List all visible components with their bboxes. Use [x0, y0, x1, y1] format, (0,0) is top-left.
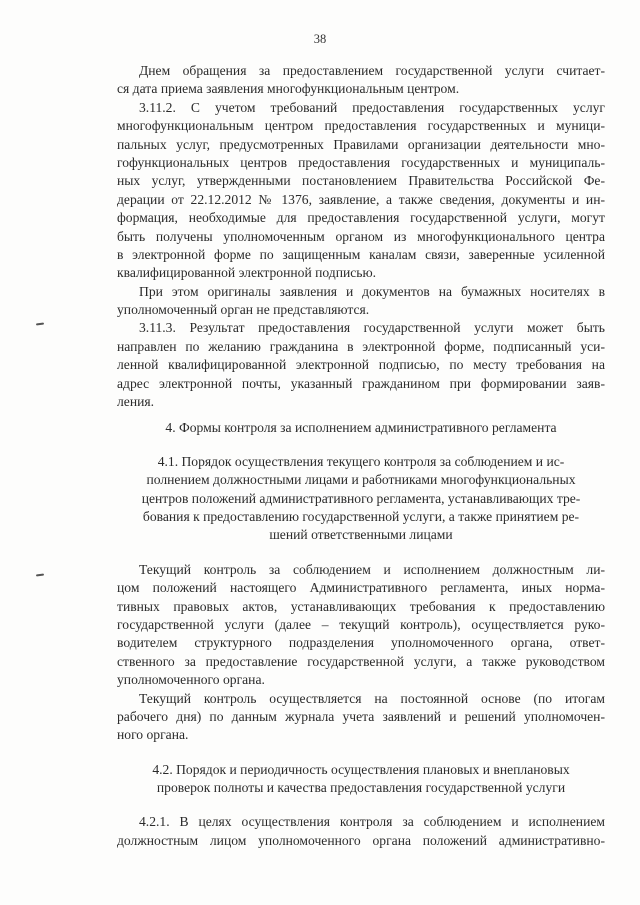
text-line: дерации от 22.12.2012 № 1376, заявление, а также сведения, документы и ин- — [117, 191, 605, 207]
section-4-2-heading — [117, 761, 605, 798]
text-line: направлен по желанию гражданина в электронной форме, подписанный уси- — [117, 338, 605, 354]
text-line: пальных услуг, предусмотренных Правилами организации деятельности мно- — [117, 136, 605, 152]
text-line: Днем обращения за предоставлением государственной услуги считает- — [139, 63, 605, 78]
document-body — [117, 62, 605, 850]
text-line: 4.2.1. В целях осуществления контроля за соблюдением и исполнением — [139, 814, 605, 830]
text-line: квалифицированной электронной подписью. — [117, 265, 377, 281]
section-4-1-heading — [117, 453, 605, 545]
page-number: 38 — [313, 32, 327, 46]
margin-mark — [36, 573, 44, 576]
text-line: гофункциональных центров предоставления государственных и муниципаль- — [117, 154, 605, 170]
text-line: многофункциональным центром предоставления государственных и муници- — [117, 118, 605, 134]
text-line: водителем структурного подразделения уполномоченного органа, ответ- — [117, 635, 605, 651]
text-line: тивных правовых актов, устанавливающих требования к предоставлению — [117, 598, 605, 614]
text-line: уполномоченного органа. — [117, 672, 265, 688]
text-line: государственной услуги (далее – текущий контроль), осуществляется руко- — [117, 616, 605, 632]
paragraph-originals-note — [117, 283, 605, 320]
heading-line: 4. Формы контроля за исполнением административного регламента — [165, 420, 557, 436]
paragraph-current-control-basis — [117, 690, 605, 745]
heading-line: 4.2. Порядок и периодичность осуществления плановых и внеплановых — [152, 761, 570, 777]
text-line: 3.11.3. Результат предоставления государственной услуги может быть — [139, 320, 605, 336]
heading-line: бования к предоставлению государственной услуги, а также принятием ре- — [142, 508, 580, 524]
text-line: формация, необходимые для предоставления государственной услуги, могут — [117, 210, 605, 226]
heading-line: проверок полноты и качества предоставления государственной услуги — [156, 780, 566, 796]
chapter-4-title — [117, 419, 605, 437]
text-line: ственного за предоставление государственной услуги, а также руководством — [117, 653, 605, 669]
text-line: цом положений настоящего Административного регламента, иных норма- — [117, 580, 605, 596]
text-line: адрес электронной почты, указанный гражданином при формировании заяв- — [117, 375, 605, 391]
text-line: ленной квалифицированной электронной подписью, по месту требования на — [117, 357, 605, 373]
paragraph-3-11-1-tail — [117, 62, 605, 99]
paragraph-3-11-3 — [117, 319, 605, 411]
text-line: При этом оригиналы заявления и документов на бумажных носителях в — [139, 283, 605, 299]
margin-mark — [36, 322, 44, 325]
heading-line: центров положений административного регламента, устанавливающих тре- — [141, 490, 581, 506]
text-line: рабочего дня) по данным журнала учета заявлений и решений уполномочен- — [117, 708, 605, 724]
text-line: в электронной форме по защищенным каналам связи, заверенные усиленной — [117, 246, 605, 262]
paragraph-3-11-2 — [117, 99, 605, 283]
text-line: Текущий контроль осуществляется на постоянной основе (по итогам — [139, 690, 605, 706]
text-line: ления. — [117, 394, 155, 410]
text-line: Текущий контроль за соблюдением и исполнением должностным ли- — [139, 561, 605, 577]
paragraph-4-2-1 — [117, 813, 605, 850]
heading-line: полнением должностными лицами и работниками многофункциональных — [146, 472, 576, 488]
text-line: ных услуг, утвержденными постановлением Правительства Российской Фе- — [117, 173, 605, 189]
heading-line: 4.1. Порядок осуществления текущего контроля за соблюдением и ис- — [157, 453, 565, 469]
heading-line: шений ответственными лицами — [269, 527, 453, 543]
text-line: должностным лицом уполномоченного органа положений административно- — [117, 832, 605, 848]
text-line: ного органа. — [117, 727, 189, 743]
paragraph-current-control — [117, 561, 605, 690]
text-line: быть получены уполномоченным органом из многофункционального центра — [117, 228, 605, 244]
text-line: 3.11.2. С учетом требований предоставления государственных услуг — [139, 99, 605, 115]
text-line: ся дата приема заявления многофункциональным центром. — [117, 81, 460, 97]
text-line: уполномоченный орган не представляются. — [117, 302, 370, 318]
